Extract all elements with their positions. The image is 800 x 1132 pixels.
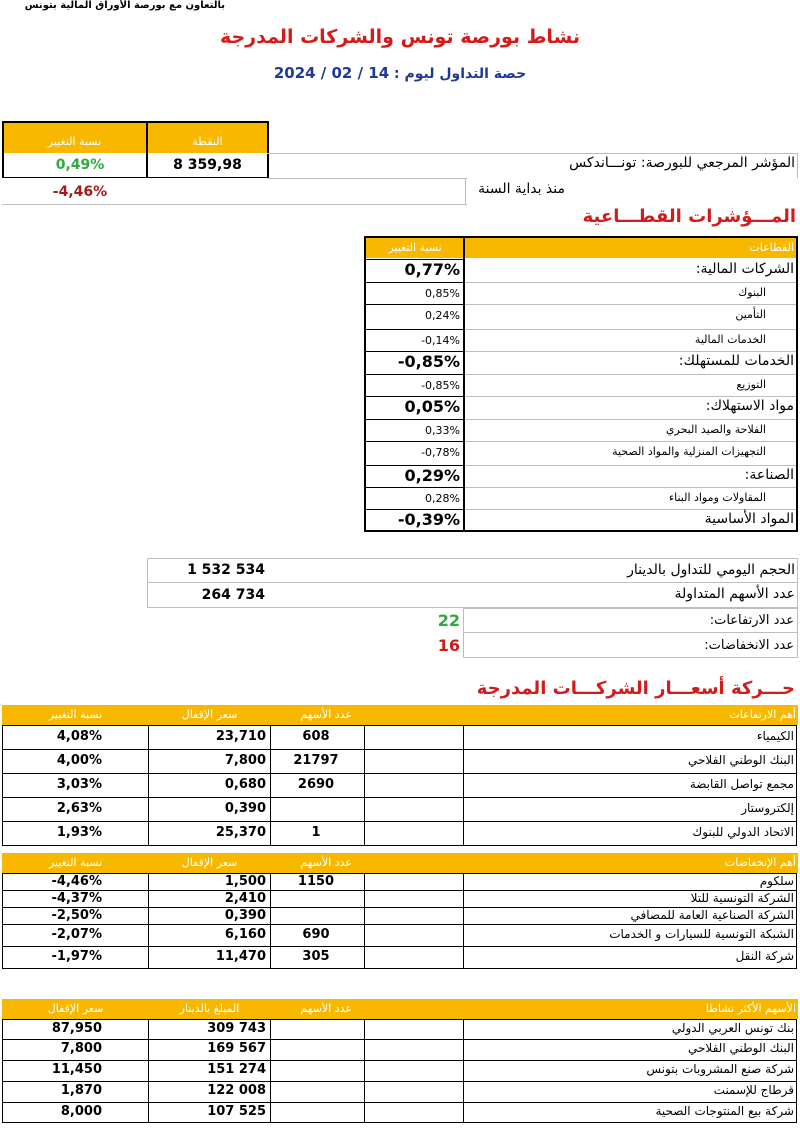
losers-table [2,853,798,981]
table-row-name: البنك الوطني الفلاحي [688,1041,794,1055]
table-row-last: -2,07% [51,926,102,942]
ups-count: 22 [437,611,460,630]
table-row-last: 2,63% [56,800,102,816]
table-row-name: الشركة الصناعية العامة للمصافي [630,908,794,922]
table-header-cell: نسبة التغيير [48,708,103,721]
table-row-value: 1,500 [224,874,266,889]
table-row-last: 1,870 [60,1083,102,1098]
active-table [2,999,798,1127]
session-date: 2024 / 02 / 14 [273,64,390,82]
table-row-name: إلكتروستار [741,800,794,815]
table-row-value: 122 008 [207,1083,266,1098]
table-row-line [2,1081,797,1082]
index-label: المؤشر المرجعي للبورصة: تونـــاندكس [569,155,795,171]
table-header-cell: المبلغ بالدينار [179,1002,240,1015]
table-col-line [463,725,464,845]
sector-row-divider [465,441,796,442]
sector-change: -0,39% [397,510,460,529]
table-row-last: 87,950 [51,1020,102,1036]
movement-title: حـــركة أسعـــار الشركـــات المدرجة [476,678,795,699]
downs-count: 16 [437,636,460,655]
table-row-line [2,1039,797,1040]
table-row-line [2,821,797,822]
table-row-last: 3,03% [56,776,102,792]
sector-name: الصناعة: [744,467,794,483]
index-col-change: نسبة التغيير [2,121,147,153]
table-col-line [463,1019,464,1122]
sector-change: 0,77% [404,260,460,279]
sector-change: 0,85% [425,287,460,300]
sector-name: المقاولات ومواد البناء [668,491,766,504]
sector-change: -0,78% [421,446,460,459]
table-row-line [2,1122,797,1123]
table-row-name: الشركة التونسية للتلا [690,891,794,905]
sector-name: الفلاحة والصيد البحري [665,423,766,436]
table-row-name: الشبكة التونسية للسيارات و الخدمات [609,926,794,941]
sector-row-divider [366,441,464,442]
table-row-shares: 1 [311,824,321,840]
ytd-label: منذ بداية السنة [478,181,565,197]
table-row-line [2,749,797,750]
table-row-last: -4,46% [51,874,102,889]
sector-row-divider [366,374,464,375]
table-row-name: الكيمياء [756,728,794,743]
table-row-last: -4,37% [51,891,102,906]
table-header-cell: عدد الأسهم [300,708,352,721]
shares-traded-value: 264 734 [201,587,265,603]
table-header-cell: سعر الإقفال [181,856,238,869]
table-col-line [270,873,271,968]
table-row-line [2,797,797,798]
table-header-cell: سعر الإقفال [47,1002,104,1015]
sector-name: التأمين [735,308,766,321]
sector-change: -0,85% [397,352,460,371]
table-col-line [463,873,464,968]
table-row-value: 0,390 [224,908,266,923]
sector-col-sectors: القطاعات [464,238,796,258]
table-col-line [270,725,271,845]
sector-row-divider [465,329,796,330]
sector-row-divider [465,282,796,283]
page-title: نشاط بورصة تونس والشركات المدرجة [219,26,581,48]
sector-name: الخدمات للمستهلك: [678,353,794,369]
sector-change: 0,24% [425,309,460,322]
ytd-change: -4,46% [52,184,108,200]
table-row-value: 151 274 [207,1062,266,1077]
table-row-line [2,968,797,969]
table-col-line [796,725,797,845]
table-header-cell: عدد الأسهم [300,1002,352,1015]
table-col-line [364,1019,365,1122]
table-row-name: شركة النقل [735,948,794,963]
index-col-points: النقطة [147,121,268,153]
table-col-line [796,873,797,968]
daily-volume-value: 1 532 534 [187,562,265,578]
table-row-line [2,773,797,774]
sector-change: -0,14% [421,334,460,347]
sector-row-divider [366,329,464,330]
table-row-value: 0,680 [224,776,266,792]
table-row-shares: 690 [302,926,330,942]
sector-row-divider [366,304,464,305]
table-row-line [2,924,797,925]
sector-row-divider [465,304,796,305]
table-row-name: شركة صنع المشروبات بتونس [646,1062,794,1076]
table-row-value: 7,800 [224,752,266,768]
table-row-line [2,946,797,947]
table-col-line [364,725,365,845]
sector-change: -0,85% [421,379,460,392]
downs-label: عدد الانخفاضات: [704,638,794,653]
sector-row-divider [366,282,464,283]
sector-row-divider [465,351,796,352]
table-col-line [148,725,149,845]
sector-name: البنوك [738,286,766,299]
table-header-cell: أهم الارتفاعات [729,708,796,721]
sector-name: التجهيزات المنزلية والمواد الصحية [612,445,766,458]
index-change: 0,49% [55,157,105,173]
sector-change: 0,29% [404,466,460,485]
table-header-cell: أهم الإنخفاضات [724,856,796,869]
sector-name: التوزيع [736,378,766,391]
table-row-shares: 305 [302,948,330,964]
sector-change: 0,28% [425,492,460,505]
table-row-shares: 1150 [297,874,335,889]
table-header-cell: نسبة التغيير [48,856,103,869]
sector-col-change: نسبة التغيير [366,238,464,258]
table-col-line [364,873,365,968]
table-header-cell: عدد الأسهم [300,856,352,869]
table-row-shares: 608 [302,728,330,744]
table-row-last: -1,97% [51,948,102,964]
session-label: حصة التداول ليوم : [394,66,527,82]
sector-row-divider [465,509,796,510]
table-row-value: 6,160 [224,926,266,942]
table-header-cell: سعر الإقفال [181,708,238,721]
table-row-value: 169 567 [207,1041,266,1056]
sector-row-divider [465,374,796,375]
sector-row-divider [465,465,796,466]
session-line [0,64,800,82]
table-row-name: شركة بيع المنتوجات الصحية [655,1103,794,1118]
table-col-line [148,1019,149,1122]
table-row-value: 309 743 [207,1020,266,1036]
table-row-line [2,725,797,726]
table-row-value: 23,710 [215,728,266,744]
sector-row-divider [465,487,796,488]
sector-name: مواد الاستهلاك: [705,398,794,414]
table-col-line [796,1019,797,1122]
table-row-last: 4,08% [56,728,102,744]
table-col-line [270,1019,271,1122]
table-row-name: قرطاج للإسمنت [713,1083,794,1097]
sector-row-divider [366,419,464,420]
table-row-name: سلكوم [759,874,794,888]
table-row-last: 1,93% [56,824,102,840]
partner-note: بالتعاون مع بورصة الأوراق المالية بتونس [24,0,225,11]
sector-title: المـــؤشرات القطـــاعية [582,206,796,227]
sector-row-divider [465,419,796,420]
sector-change: 0,05% [404,397,460,416]
table-row-line [2,845,797,846]
table-row-value: 2,410 [224,891,266,906]
sector-row-divider [366,487,464,488]
shares-traded-label: عدد الأسهم المتداولة [674,586,795,602]
table-row-last: 11,450 [51,1062,102,1077]
table-row-last: -2,50% [51,908,102,923]
table-row-shares: 21797 [293,752,339,768]
table-row-value: 25,370 [215,824,266,840]
ups-label: عدد الارتفاعات: [709,613,794,628]
table-row-name: الاتحاد الدولي للبنوك [692,824,794,839]
sector-name: الشركات المالية: [695,261,794,277]
table-row-last: 7,800 [60,1041,102,1056]
sector-change: 0,33% [425,424,460,437]
table-header-cell: الأسهم الأكثر نشاطا [705,1002,796,1015]
table-row-value: 0,390 [224,800,266,816]
table-row-last: 8,000 [60,1103,102,1119]
gainers-table [2,705,798,843]
table-row-last: 4,00% [56,752,102,768]
sector-row-divider [465,396,796,397]
daily-volume-label: الحجم اليومي للتداول بالدينار [627,562,795,578]
sector-name: المواد الأساسية [704,511,794,527]
table-row-name: بنك تونس العربي الدولي [671,1020,794,1035]
table-row-value: 11,470 [215,948,266,964]
table-col-line [148,873,149,968]
table-row-value: 107 525 [207,1103,266,1119]
sector-table [364,236,798,532]
table-row-line [2,1060,797,1061]
table-row-name: مجمع تواصل القابضة [689,776,794,791]
table-row-name: البنك الوطني الفلاحي [688,752,794,767]
index-value: 8 359,98 [173,157,242,173]
table-row-shares: 2690 [297,776,335,792]
sector-name: الخدمات المالية [694,333,766,346]
